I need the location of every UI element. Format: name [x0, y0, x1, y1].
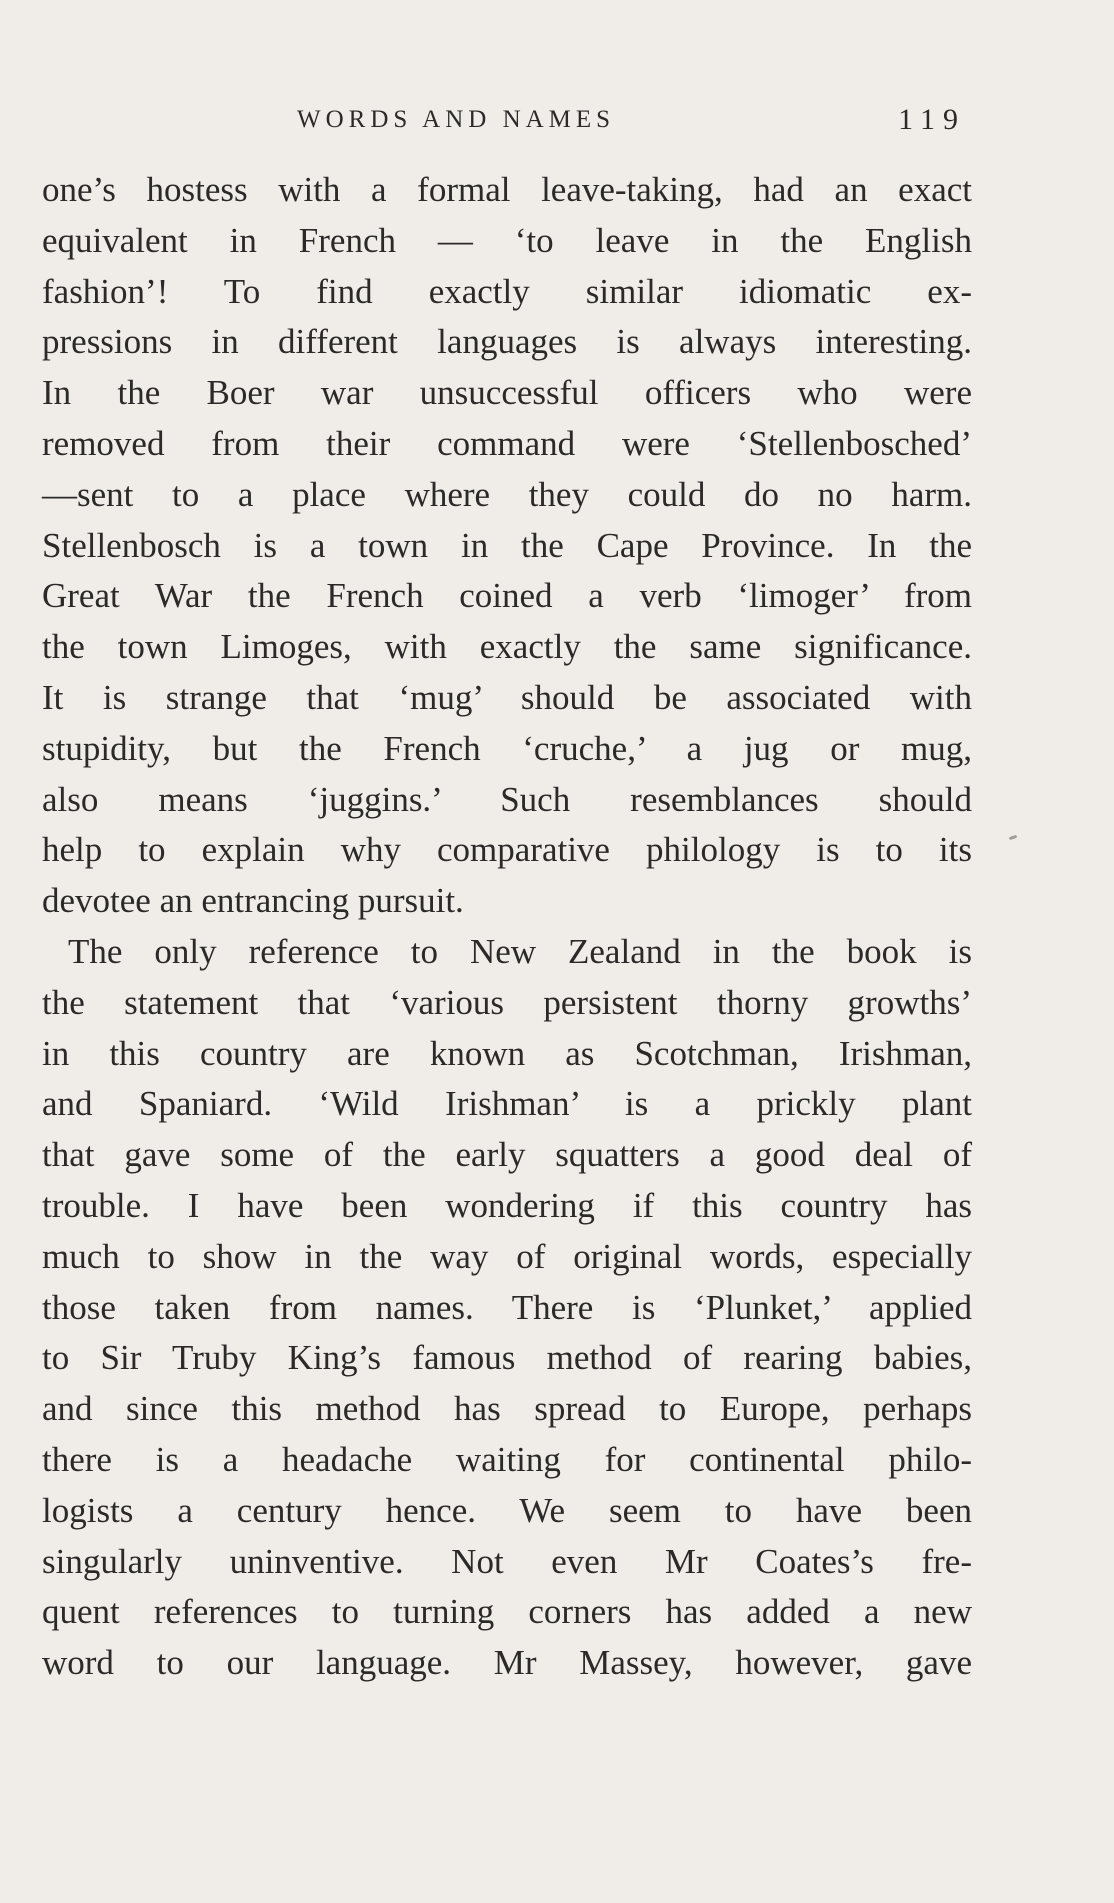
- page-number: 119: [898, 103, 966, 136]
- paragraph-1: [42, 165, 972, 927]
- text-line: also means ‘juggins.’ Such resemblances should: [42, 779, 972, 819]
- text-line: Stellenbosch is a town in the Cape Province. In the: [42, 525, 972, 565]
- paper-speck: [1009, 835, 1018, 840]
- text-line: that gave some of the early squatters a good deal of: [42, 1135, 972, 1175]
- text-line: fashion’! To find exactly similar idiomatic ex-: [42, 271, 972, 311]
- text-line: devotee an entrancing pursuit.: [42, 881, 464, 921]
- text-line: help to explain why comparative philology is to its: [42, 830, 972, 870]
- text-line: singularly uninventive. Not even Mr Coates’s fre-: [42, 1541, 972, 1581]
- running-title: WORDS AND NAMES: [297, 106, 616, 133]
- text-line: quent references to turning corners has added a new: [42, 1592, 972, 1632]
- text-line: in this country are known as Scotchman, Irishman,: [42, 1033, 972, 1073]
- text-line: logists a century hence. We seem to have been: [42, 1490, 972, 1530]
- text-line: equivalent in French — ‘to leave in the English: [42, 220, 972, 260]
- body-text: [42, 165, 972, 1689]
- text-line: removed from their command were ‘Stellenbosched’: [42, 423, 972, 463]
- running-head: [42, 100, 972, 140]
- text-line: pressions in different languages is always interesting.: [42, 322, 972, 362]
- text-line: there is a headache waiting for continental philo-: [42, 1439, 972, 1479]
- text-line: It is strange that ‘mug’ should be associated with: [42, 677, 972, 717]
- text-line: —sent to a place where they could do no harm.: [42, 474, 972, 514]
- text-line: and since this method has spread to Europe, perhaps: [42, 1389, 972, 1429]
- text-line: and Spaniard. ‘Wild Irishman’ is a prickly plant: [42, 1084, 972, 1124]
- text-line: the town Limoges, with exactly the same significance.: [42, 627, 972, 667]
- text-line: trouble. I have been wondering if this country has: [42, 1185, 972, 1225]
- text-line: much to show in the way of original words, especially: [42, 1236, 972, 1276]
- text-line: In the Boer war unsuccessful officers who were: [42, 373, 972, 413]
- text-line: those taken from names. There is ‘Plunket,’ applied: [42, 1287, 972, 1327]
- text-line: stupidity, but the French ‘cruche,’ a jug or mug,: [42, 728, 972, 768]
- text-line: one’s hostess with a formal leave-taking, had an exact: [42, 170, 972, 209]
- paragraph-2: [42, 927, 972, 1689]
- text-line: Great War the French coined a verb ‘limoger’ from: [42, 576, 972, 616]
- text-line: word to our language. Mr Massey, however, gave: [42, 1643, 972, 1683]
- text-line: the statement that ‘various persistent thorny growths’: [42, 982, 972, 1022]
- text-line: to Sir Truby King’s famous method of rearing babies,: [42, 1338, 972, 1378]
- text-line: The only reference to New Zealand in the book is: [68, 931, 972, 971]
